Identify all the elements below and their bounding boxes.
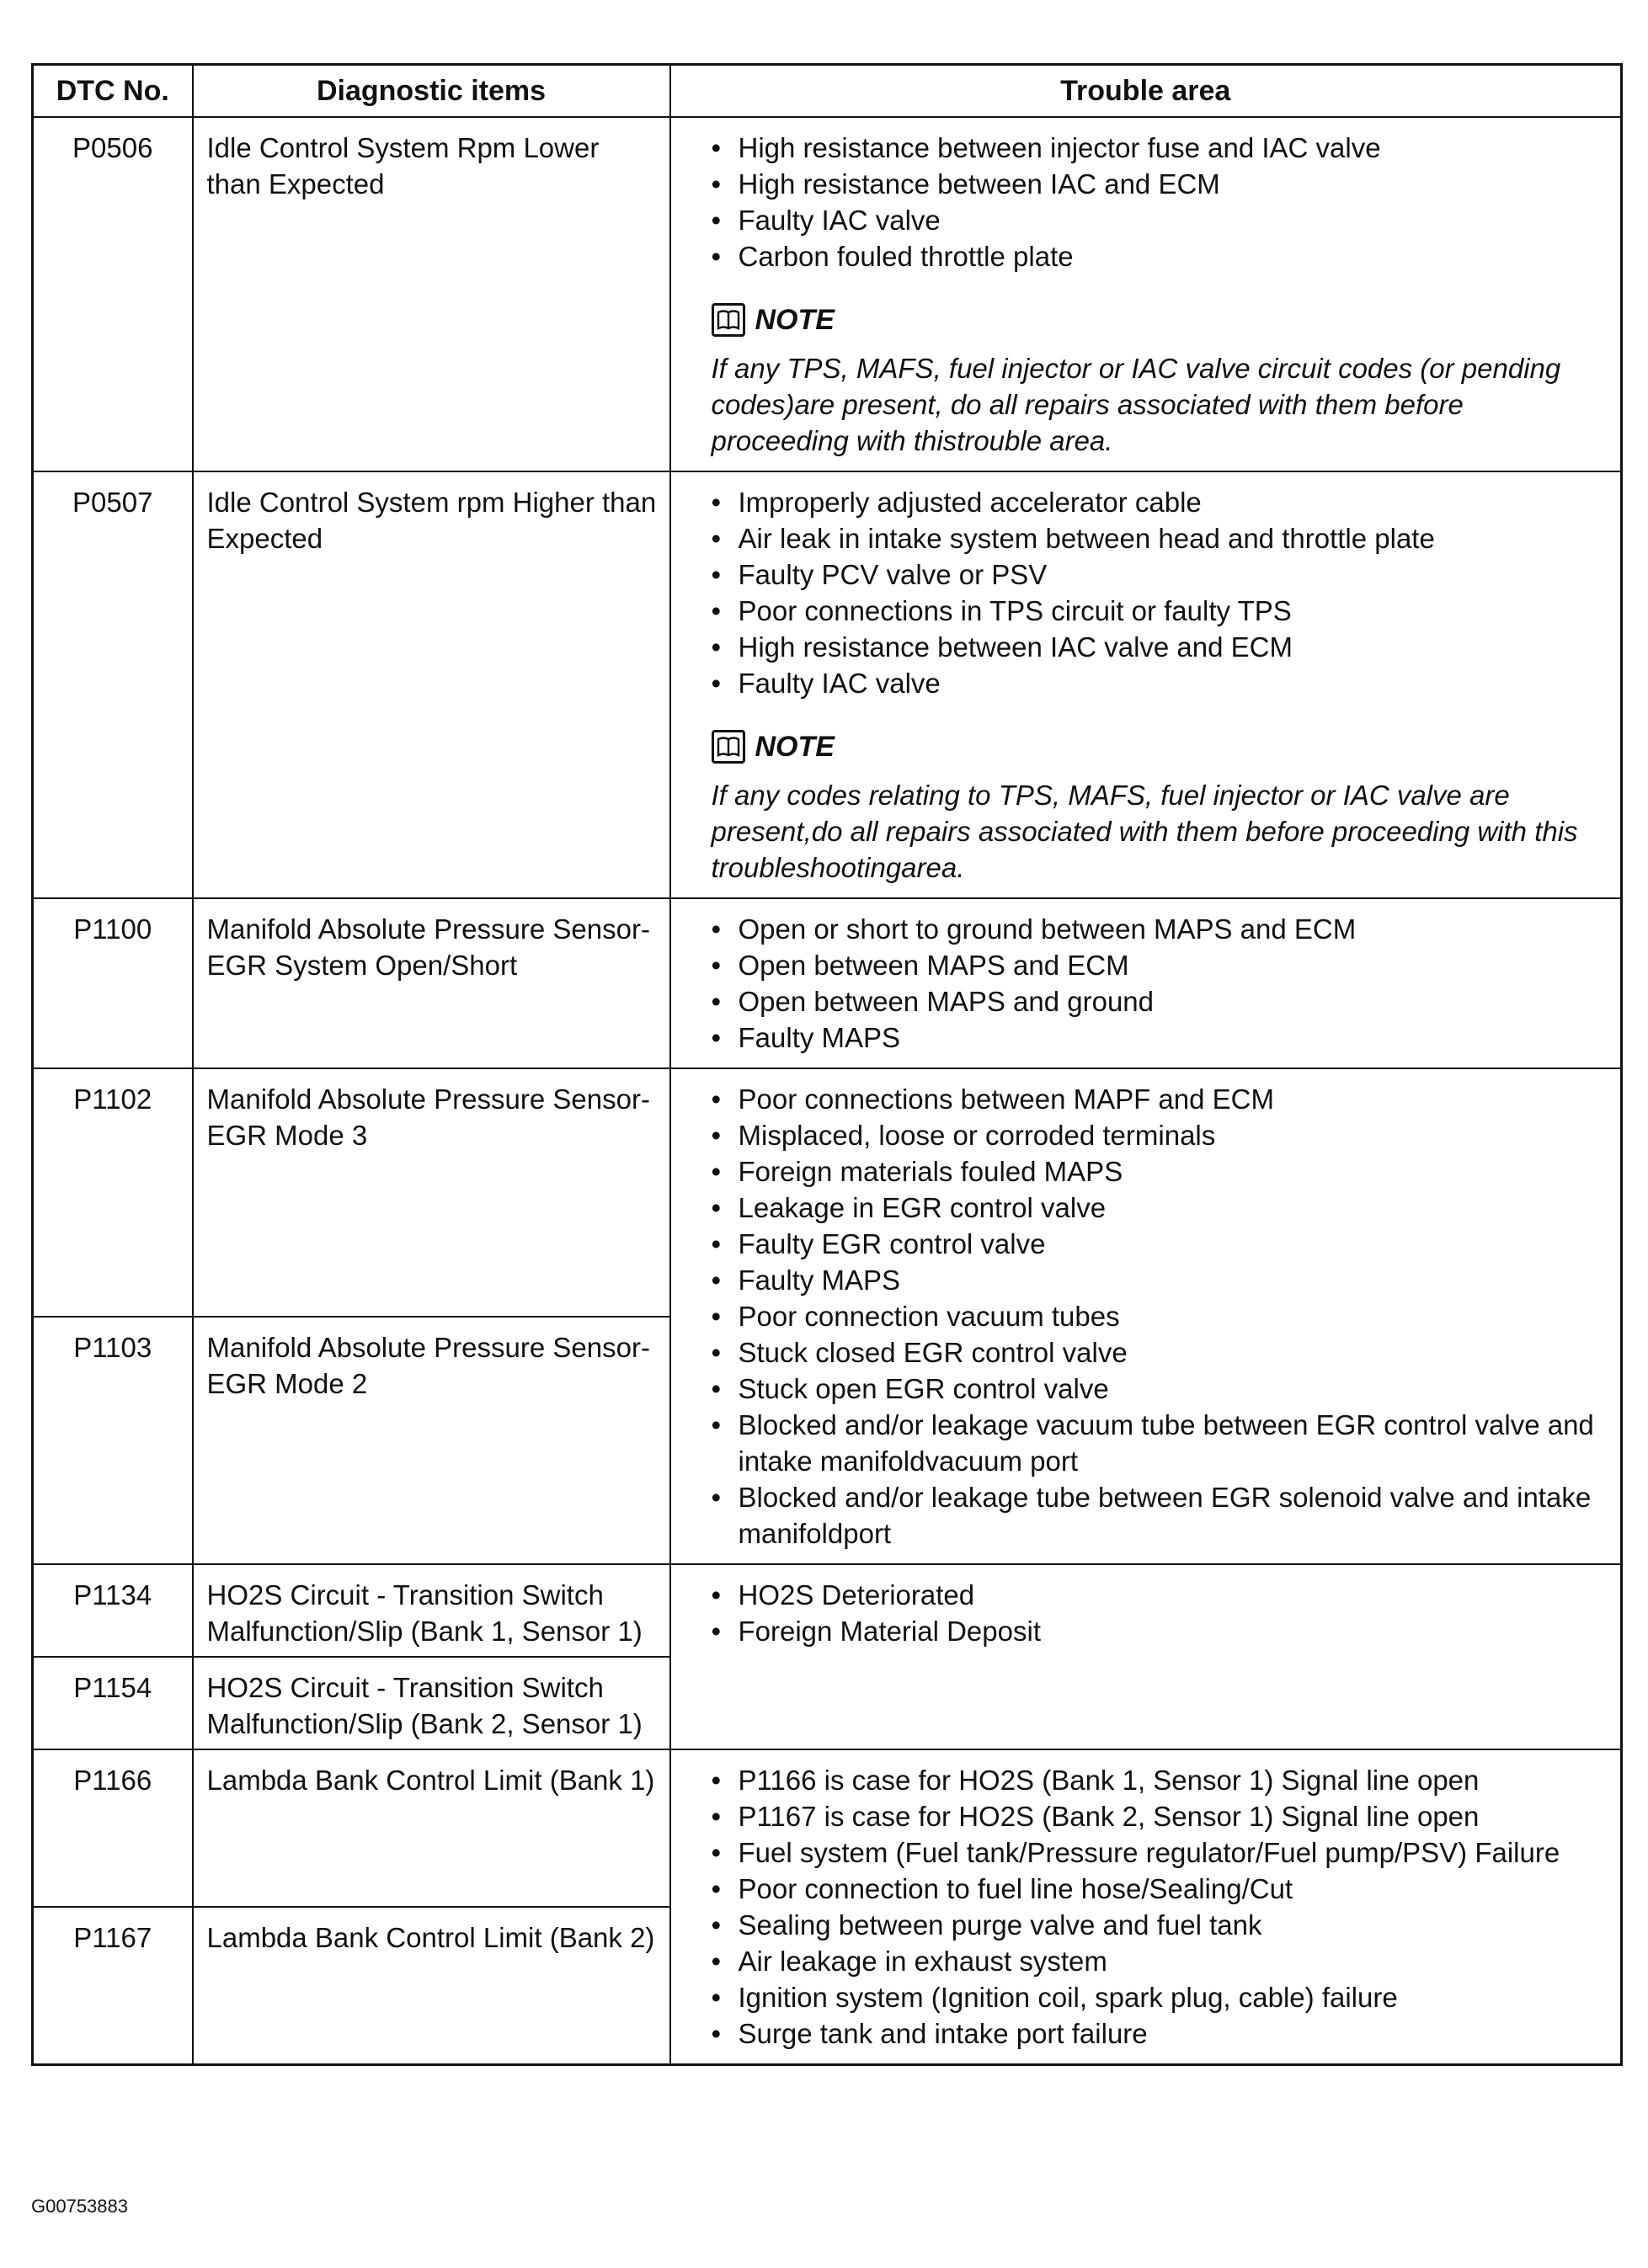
trouble-item: • Misplaced, loose or corroded terminals	[712, 1117, 1608, 1153]
trouble-area-cell	[670, 1068, 1622, 1564]
table-row	[33, 117, 1622, 471]
trouble-item: • Poor connection vacuum tubes	[712, 1298, 1608, 1334]
trouble-list	[712, 1577, 1608, 1649]
trouble-item: • High resistance between injector fuse and IAC valve	[712, 130, 1608, 166]
figure-id: G00753883	[31, 2196, 128, 2217]
dtc-code: P0507	[33, 471, 193, 898]
trouble-item: • Faulty MAPS	[712, 1262, 1608, 1298]
trouble-item: • Blocked and/or leakage tube between EGR solenoid valve and intake manifoldport	[712, 1479, 1608, 1552]
trouble-item: • Faulty PCV valve or PSV	[712, 556, 1608, 593]
trouble-item: • Open between MAPS and ground	[712, 983, 1608, 1020]
trouble-item: • Carbon fouled throttle plate	[712, 238, 1608, 274]
trouble-item: • Faulty IAC valve	[712, 202, 1608, 238]
dtc-code: P1100	[33, 898, 193, 1068]
trouble-item: • Open between MAPS and ECM	[712, 947, 1608, 983]
trouble-item: • Faulty EGR control valve	[712, 1226, 1608, 1262]
dtc-code: P1102	[33, 1068, 193, 1317]
dtc-code: P1154	[33, 1657, 193, 1749]
diagnostic-item: HO2S Circuit - Transition Switch Malfunction/Slip (Bank 2, Sensor 1)	[193, 1657, 670, 1749]
trouble-area-cell	[670, 471, 1622, 898]
table-row	[33, 1068, 1622, 1317]
trouble-area-cell	[670, 117, 1622, 471]
trouble-list	[712, 1762, 1608, 2052]
table-row	[33, 1564, 1622, 1657]
trouble-item: • Poor connections between MAPF and ECM	[712, 1081, 1608, 1117]
trouble-item: • High resistance between IAC and ECM	[712, 166, 1608, 202]
note-text: If any codes relating to TPS, MAFS, fuel injector or IAC valve are present,do all repairs associated with them before proceeding with this troubleshootingarea.	[711, 780, 1578, 883]
dtc-code: P1134	[33, 1564, 193, 1657]
header-dtc-no: DTC No.	[33, 65, 193, 118]
diagnostic-item: HO2S Circuit - Transition Switch Malfunction/Slip (Bank 1, Sensor 1)	[193, 1564, 670, 1657]
header-trouble-area: Trouble area	[670, 65, 1622, 118]
dtc-code: P0506	[33, 117, 193, 471]
trouble-area-cell	[670, 898, 1622, 1068]
note-block	[712, 296, 1608, 459]
trouble-area-cell	[670, 1749, 1622, 2065]
header-row	[33, 65, 1622, 118]
table-row	[33, 1749, 1622, 1907]
note-header	[712, 723, 1608, 770]
trouble-item: • Poor connections in TPS circuit or faulty TPS	[712, 593, 1608, 629]
note-text: If any TPS, MAFS, fuel injector or IAC valve circuit codes (or pending codes)are present, do all repairs associated with them before proceeding with thistrouble area.	[711, 353, 1561, 456]
trouble-item: • Ignition system (Ignition coil, spark plug, cable) failure	[712, 1979, 1608, 2015]
trouble-list	[712, 484, 1608, 701]
trouble-item: • Foreign materials fouled MAPS	[712, 1153, 1608, 1190]
dtc-code: P1166	[33, 1749, 193, 1907]
note-label: NOTE	[755, 730, 835, 763]
dtc-code: P1167	[33, 1907, 193, 2065]
diagnostic-item: Idle Control System Rpm Lower than Expected	[193, 117, 670, 471]
trouble-item: • Improperly adjusted accelerator cable	[712, 484, 1608, 520]
trouble-item: • Leakage in EGR control valve	[712, 1190, 1608, 1226]
trouble-item: • Stuck open EGR control valve	[712, 1371, 1608, 1407]
diagnostic-item: Idle Control System rpm Higher than Expected	[193, 471, 670, 898]
table-body	[33, 117, 1622, 2065]
trouble-item: • Air leak in intake system between head and throttle plate	[712, 520, 1608, 556]
book-icon	[712, 303, 745, 337]
note-label: NOTE	[755, 303, 835, 336]
diagnostic-item: Manifold Absolute Pressure Sensor-EGR Mode 3	[193, 1068, 670, 1317]
trouble-list	[712, 1081, 1608, 1552]
trouble-item: • Poor connection to fuel line hose/Sealing/Cut	[712, 1871, 1608, 1907]
dtc-code: P1103	[33, 1317, 193, 1565]
diagnostic-item: Manifold Absolute Pressure Sensor-EGR System Open/Short	[193, 898, 670, 1068]
table-row	[33, 898, 1622, 1068]
trouble-list	[712, 911, 1608, 1056]
trouble-list	[712, 130, 1608, 274]
diagnostic-item: Manifold Absolute Pressure Sensor-EGR Mode 2	[193, 1317, 670, 1565]
trouble-item: • Fuel system (Fuel tank/Pressure regulator/Fuel pump/PSV) Failure	[712, 1834, 1608, 1871]
trouble-item: • Open or short to ground between MAPS and ECM	[712, 911, 1608, 947]
trouble-item: • Faulty IAC valve	[712, 665, 1608, 701]
table-row	[33, 471, 1622, 898]
trouble-item: • Foreign Material Deposit	[712, 1613, 1608, 1649]
header-diagnostic-items: Diagnostic items	[193, 65, 670, 118]
trouble-item: • HO2S Deteriorated	[712, 1577, 1608, 1613]
note-block	[712, 723, 1608, 886]
trouble-item: • Blocked and/or leakage vacuum tube between EGR control valve and intake manifoldvacuum port	[712, 1407, 1608, 1479]
trouble-item: • Surge tank and intake port failure	[712, 2015, 1608, 2052]
book-icon	[712, 730, 745, 764]
trouble-area-cell	[670, 1564, 1622, 1749]
diagnostic-item: Lambda Bank Control Limit (Bank 1)	[193, 1749, 670, 1907]
diagnostic-item: Lambda Bank Control Limit (Bank 2)	[193, 1907, 670, 2065]
trouble-item: • Air leakage in exhaust system	[712, 1943, 1608, 1979]
note-header	[712, 296, 1608, 343]
trouble-item: • Faulty MAPS	[712, 1020, 1608, 1056]
trouble-item: • Sealing between purge valve and fuel tank	[712, 1907, 1608, 1943]
trouble-item: • P1167 is case for HO2S (Bank 2, Sensor 1) Signal line open	[712, 1798, 1608, 1834]
dtc-table	[31, 63, 1623, 2066]
trouble-item: • Stuck closed EGR control valve	[712, 1334, 1608, 1371]
trouble-item: • P1166 is case for HO2S (Bank 1, Sensor 1) Signal line open	[712, 1762, 1608, 1798]
trouble-item: • High resistance between IAC valve and ECM	[712, 629, 1608, 665]
